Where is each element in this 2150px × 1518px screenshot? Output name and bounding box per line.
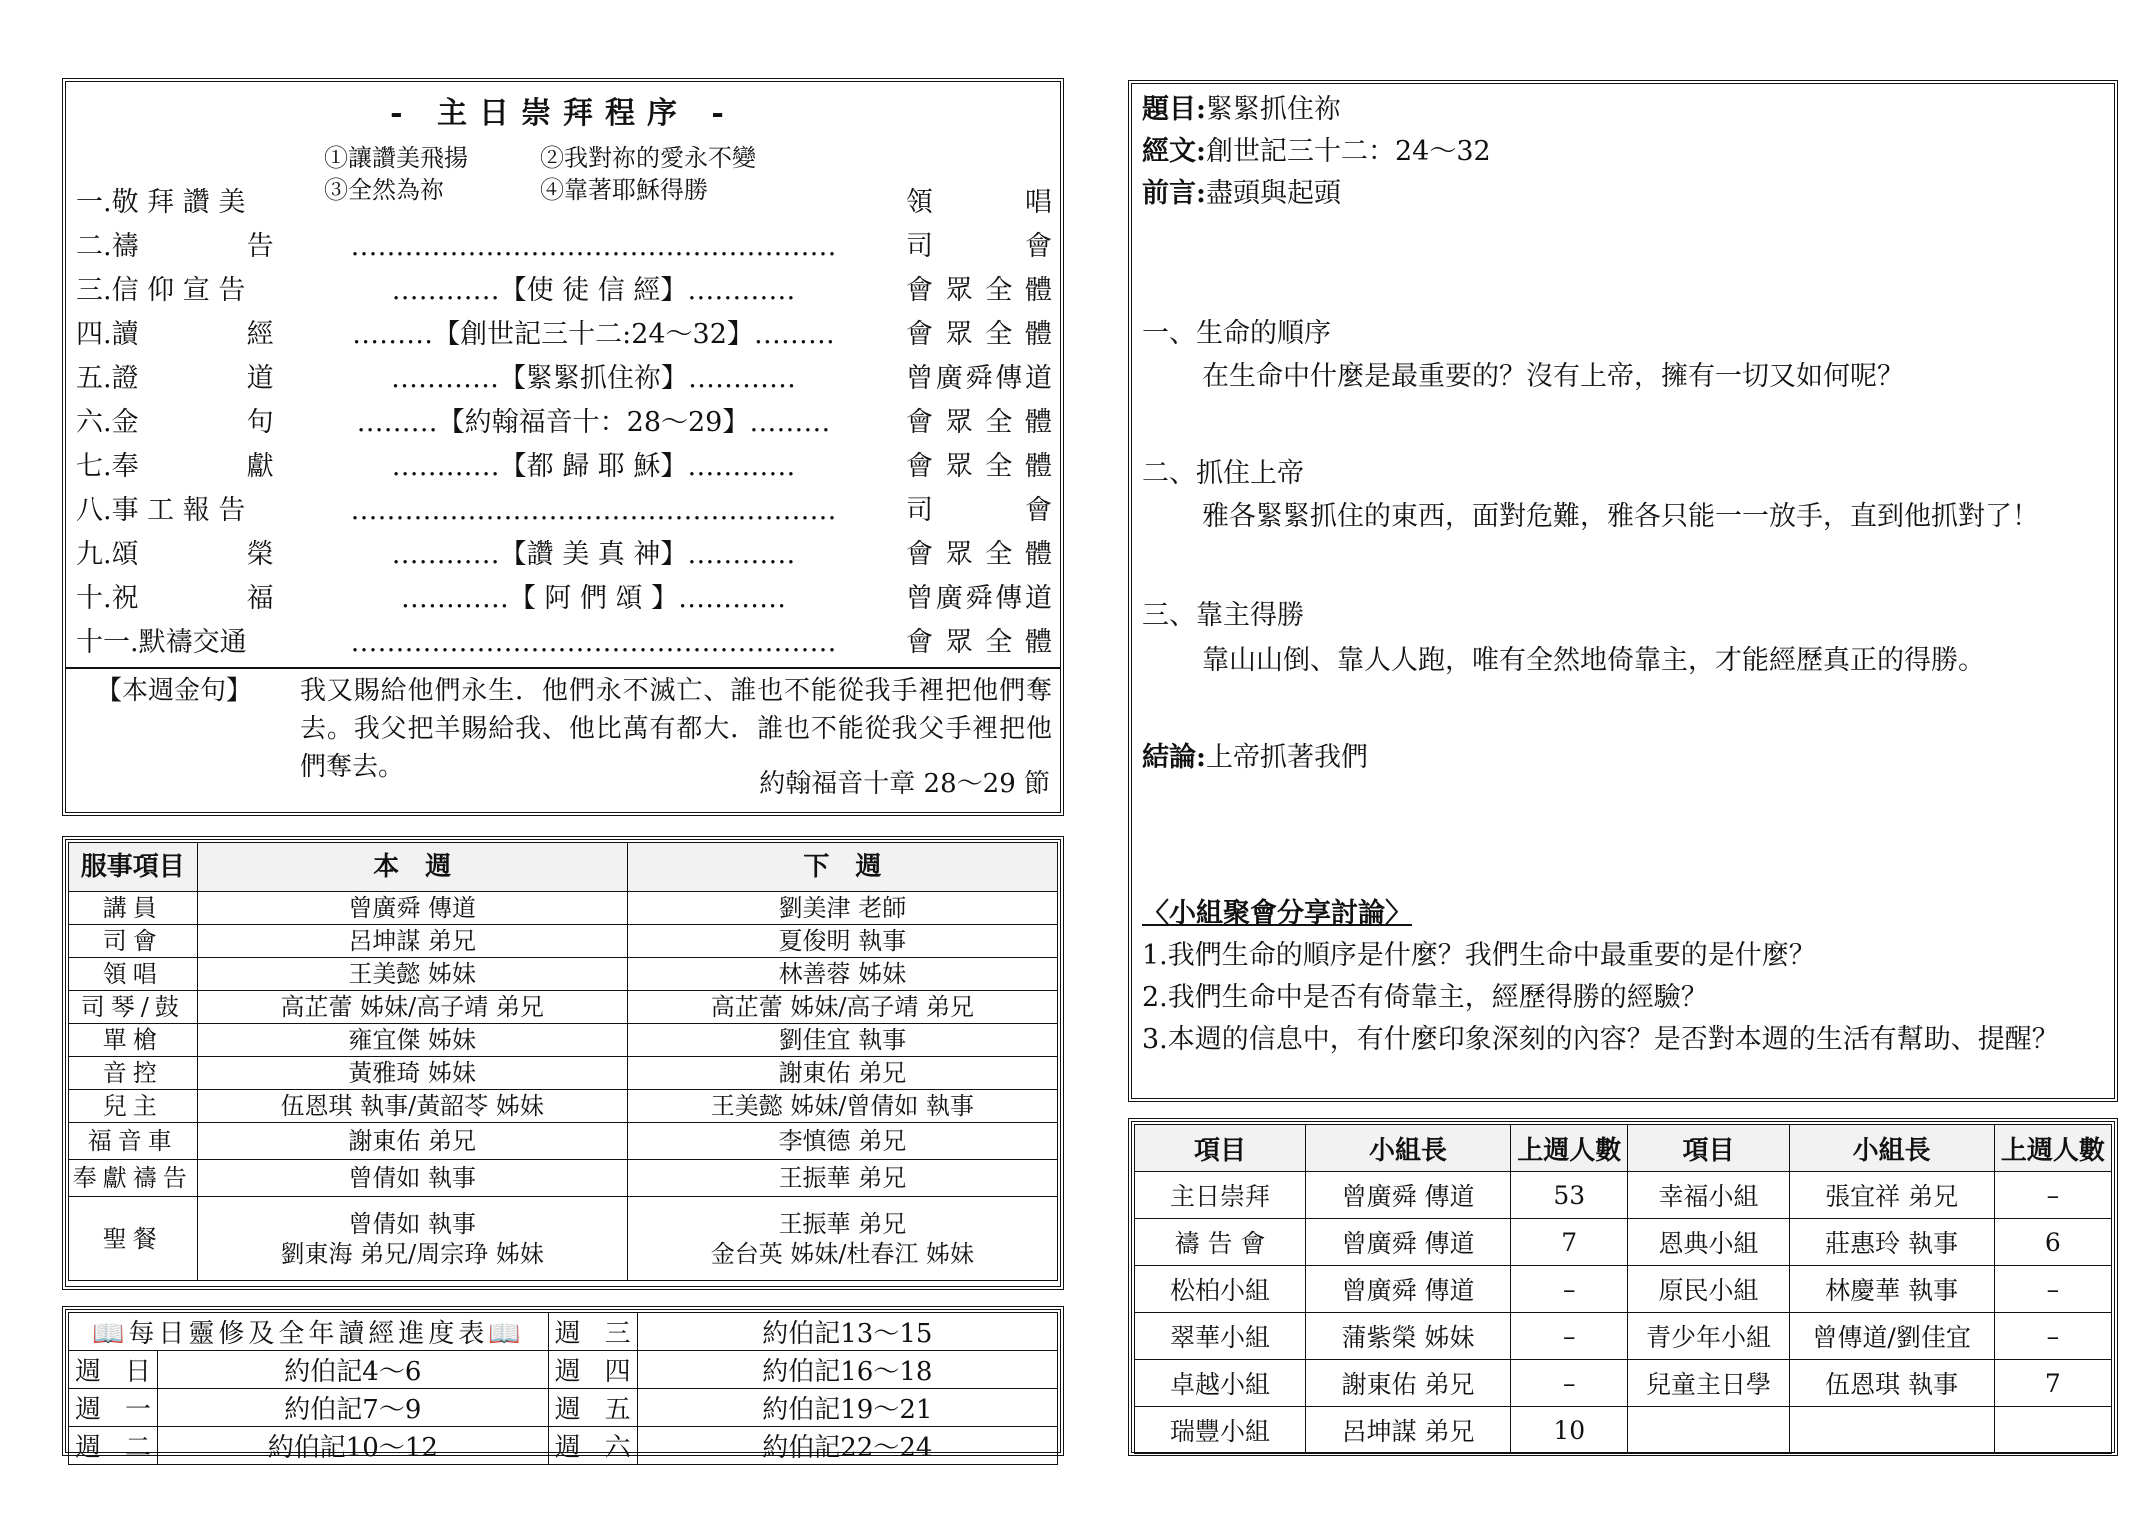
group-count: – xyxy=(1994,1172,2111,1219)
group-name: 松柏小組 xyxy=(1135,1266,1306,1313)
duty-header-this-week: 本 週 xyxy=(197,843,627,892)
reading-row xyxy=(69,1427,1058,1465)
worship-item-name: 十.祝 福 xyxy=(76,583,274,614)
reading-passage: 約伯記22～24 xyxy=(637,1427,1057,1465)
group-count: 53 xyxy=(1511,1172,1628,1219)
point-3-text: 靠山山倒、靠人人跑，唯有全然地倚靠主，才能經歷真正的得勝。 xyxy=(1202,645,1985,676)
question-2: 2.我們生命中是否有倚靠主，經歷得勝的經驗？ xyxy=(1142,982,1708,1013)
group-count: – xyxy=(1994,1313,2111,1360)
scripture-label: 經文: xyxy=(1142,136,1206,167)
reading-day: 週六 xyxy=(548,1427,637,1465)
group-count xyxy=(1994,1407,2111,1454)
duty-this-week: 黃雅琦 姊妹 xyxy=(197,1057,627,1090)
group-count: 7 xyxy=(1511,1219,1628,1266)
duty-item: 單槍 xyxy=(69,1024,198,1057)
duty-header-item: 服事項目 xyxy=(69,843,198,892)
worship-item-content: ……………………………………………… xyxy=(350,231,837,262)
small-groups-panel xyxy=(1128,1118,2118,1456)
group-leader: 曾廣舜 傳道 xyxy=(1305,1219,1510,1266)
worship-item-content: ……………………………………………… xyxy=(350,495,837,526)
reading-title-cell xyxy=(69,1313,549,1351)
group-name: 瑞豐小組 xyxy=(1135,1407,1306,1454)
worship-item xyxy=(76,182,1052,224)
duty-communion-name: 王振華 弟兄 xyxy=(778,1209,907,1238)
duty-this-week: 雍宜傑 姊妹 xyxy=(197,1024,627,1057)
intro-text: 盡頭與起頭 xyxy=(1205,178,1341,209)
worship-item xyxy=(76,534,1052,576)
group-name: 青少年小組 xyxy=(1628,1313,1789,1360)
duty-header-row xyxy=(69,843,1058,892)
worship-item xyxy=(76,226,1052,268)
duty-communion-this-week xyxy=(197,1197,627,1281)
worship-item-person: 會眾全體 xyxy=(906,627,1052,658)
song-4: ④靠著耶穌得勝 xyxy=(540,176,708,204)
song-3: ③全然為祢 xyxy=(324,176,444,204)
worship-item xyxy=(76,622,1052,664)
group-row xyxy=(1135,1313,2112,1360)
duty-item: 福音車 xyxy=(69,1123,198,1160)
groups-header-item: 項目 xyxy=(1135,1125,1306,1172)
worship-item-name: 四.讀 經 xyxy=(76,319,274,350)
worship-item-content: …………【都 歸 耶 穌】………… xyxy=(391,451,796,482)
duty-next-week: 王美懿 姊妹/曾倩如 執事 xyxy=(627,1090,1057,1123)
worship-item-content: …………【 阿 們 頌 】………… xyxy=(400,583,787,614)
worship-item-person: 會眾全體 xyxy=(906,407,1052,438)
worship-item-name: 三.信 仰 宣 告 xyxy=(76,275,246,306)
group-name: 主日崇拜 xyxy=(1135,1172,1306,1219)
duty-this-week: 王美懿 姊妹 xyxy=(197,958,627,991)
question-1: 1.我們生命的順序是什麼？我們生命中最重要的是什麼？ xyxy=(1142,940,1816,971)
point-1-heading: 一、生命的順序 xyxy=(1142,318,1331,349)
worship-item-name: 五.證 道 xyxy=(76,363,274,394)
reading-title: 每日靈修及全年讀經進度表 xyxy=(128,1319,489,1349)
point-1-text: 在生命中什麼是最重要的？沒有上帝，擁有一切又如何呢？ xyxy=(1202,361,1904,392)
reading-table xyxy=(68,1312,1058,1465)
groups-header-leader: 小組長 xyxy=(1305,1125,1510,1172)
duty-header-next-week: 下 週 xyxy=(627,843,1057,892)
groups-header-count-2: 上週人數 xyxy=(1994,1125,2111,1172)
verse-reference: 約翰福音十章 28～29 節 xyxy=(759,769,1050,799)
duty-item: 音控 xyxy=(69,1057,198,1090)
worship-item-person: 會眾全體 xyxy=(906,539,1052,570)
group-leader xyxy=(1789,1407,1994,1454)
group-leader: 莊惠玲 執事 xyxy=(1789,1219,1994,1266)
duty-this-week: 伍恩琪 執事/黃韶苓 姊妹 xyxy=(197,1090,627,1123)
reading-passage: 約伯記7～9 xyxy=(158,1389,549,1427)
group-leader: 曾傳道/劉佳宜 xyxy=(1789,1313,1994,1360)
worship-item xyxy=(76,578,1052,620)
open-book-icon: 📖 xyxy=(91,1319,129,1349)
duty-this-week: 謝東佑 弟兄 xyxy=(197,1123,627,1160)
worship-order-panel xyxy=(62,78,1064,816)
group-leader: 曾廣舜 傳道 xyxy=(1305,1172,1510,1219)
worship-item-content: ………【創世記三十二:24～32】……… xyxy=(352,319,835,350)
group-row xyxy=(1135,1407,2112,1454)
duty-row xyxy=(69,1090,1058,1123)
group-count: – xyxy=(1994,1266,2111,1313)
sermon-conclusion xyxy=(1142,738,2102,778)
duty-item: 奉獻禱告 xyxy=(69,1160,198,1197)
reading-day: 週四 xyxy=(548,1351,637,1389)
reading-passage: 約伯記16～18 xyxy=(637,1351,1057,1389)
duty-next-week: 劉美津 老師 xyxy=(627,892,1057,925)
duty-this-week: 曾倩如 執事 xyxy=(197,1160,627,1197)
worship-item-content: …………【緊緊抓住祢】………… xyxy=(391,363,796,394)
reading-passage: 約伯記10～12 xyxy=(158,1427,549,1465)
worship-item-name: 七.奉 獻 xyxy=(76,451,274,482)
group-count: – xyxy=(1511,1266,1628,1313)
discussion-title: 〈小組聚會分享討論〉 xyxy=(1142,898,1412,929)
group-row xyxy=(1135,1266,2112,1313)
reading-row xyxy=(69,1389,1058,1427)
group-leader: 謝東佑 弟兄 xyxy=(1305,1360,1510,1407)
group-count: 7 xyxy=(1994,1360,2111,1407)
duty-next-week: 高芷蕾 姊妹/高子靖 弟兄 xyxy=(627,991,1057,1024)
group-name: 兒童主日學 xyxy=(1628,1360,1789,1407)
duty-table xyxy=(68,842,1058,1281)
group-count: – xyxy=(1511,1313,1628,1360)
verse-label: 【本週金句】 xyxy=(96,676,253,706)
worship-item-name: 八.事 工 報 告 xyxy=(76,495,246,526)
duty-communion-next-week xyxy=(627,1197,1057,1281)
duty-communion-name: 金台英 姊妹/杜春江 姊妹 xyxy=(710,1239,975,1268)
reading-plan-panel xyxy=(62,1306,1064,1463)
worship-item-person: 曾廣舜傳道 xyxy=(906,363,1052,394)
worship-item-name: 十一.默禱交通 xyxy=(76,627,247,658)
duty-next-week: 林善蓉 姊妹 xyxy=(627,958,1057,991)
worship-item-person: 司會 xyxy=(906,495,1052,526)
question-3: 3.本週的信息中，有什麼印象深刻的內容？是否對本週的生活有幫助、提醒？ xyxy=(1142,1024,2059,1055)
reading-day: 週二 xyxy=(69,1427,158,1465)
divider xyxy=(66,667,1060,669)
duty-item: 講員 xyxy=(69,892,198,925)
worship-item-name: 六.金 句 xyxy=(76,407,274,438)
duty-item: 領唱 xyxy=(69,958,198,991)
duty-next-week: 李慎德 弟兄 xyxy=(627,1123,1057,1160)
reading-row xyxy=(69,1351,1058,1389)
duty-row xyxy=(69,991,1058,1024)
worship-item-name: 九.頌 榮 xyxy=(76,539,274,570)
reading-passage: 約伯記13～15 xyxy=(637,1313,1057,1351)
worship-item-person: 曾廣舜傳道 xyxy=(906,583,1052,614)
groups-header-row xyxy=(1135,1125,2112,1172)
worship-item xyxy=(76,314,1052,356)
song-1: ①讓讚美飛揚 xyxy=(324,144,468,172)
topic-text: 緊緊抓住祢 xyxy=(1205,94,1341,125)
duty-row xyxy=(69,958,1058,991)
duty-this-week: 曾廣舜 傳道 xyxy=(197,892,627,925)
duty-row-communion xyxy=(69,1197,1058,1281)
point-3-heading: 三、靠主得勝 xyxy=(1142,600,1304,631)
sermon-scripture xyxy=(1142,132,2102,172)
group-name: 卓越小組 xyxy=(1135,1360,1306,1407)
duty-row xyxy=(69,1024,1058,1057)
group-leader: 張宜祥 弟兄 xyxy=(1789,1172,1994,1219)
duty-roster-panel xyxy=(62,836,1064,1290)
duty-row xyxy=(69,1057,1058,1090)
group-name: 恩典小組 xyxy=(1628,1219,1789,1266)
worship-title: - 主日崇拜程序 - xyxy=(390,96,736,131)
duty-next-week: 謝東佑 弟兄 xyxy=(627,1057,1057,1090)
duty-item: 兒主 xyxy=(69,1090,198,1123)
worship-item xyxy=(76,490,1052,532)
reading-day: 週五 xyxy=(548,1389,637,1427)
group-leader: 伍恩琪 執事 xyxy=(1789,1360,1994,1407)
worship-item-name: 二.禱 告 xyxy=(76,231,274,262)
group-leader: 林慶華 執事 xyxy=(1789,1266,1994,1313)
worship-item-person: 會眾全體 xyxy=(906,275,1052,306)
group-leader: 蒲紫榮 姊妹 xyxy=(1305,1313,1510,1360)
duty-next-week: 王振華 弟兄 xyxy=(627,1160,1057,1197)
intro-label: 前言: xyxy=(1142,178,1206,209)
group-name xyxy=(1628,1407,1789,1454)
worship-item-content: ………【約翰福音十：28～29】……… xyxy=(356,407,831,438)
groups-header-item-2: 項目 xyxy=(1628,1125,1789,1172)
worship-item xyxy=(76,358,1052,400)
worship-item-person: 領唱 xyxy=(906,187,1052,218)
group-name: 幸福小組 xyxy=(1628,1172,1789,1219)
group-row xyxy=(1135,1219,2112,1266)
group-leader: 曾廣舜 傳道 xyxy=(1305,1266,1510,1313)
groups-header-count: 上週人數 xyxy=(1511,1125,1628,1172)
worship-item-person: 會眾全體 xyxy=(906,451,1052,482)
group-leader: 呂坤謀 弟兄 xyxy=(1305,1407,1510,1454)
verse-text: 我又賜給他們永生．他們永不滅亡、誰也不能從我手裡把他們奪去。我父把羊賜給我、他比萬有都大．誰也不能從我父手裡把他們奪去。 xyxy=(300,676,1052,782)
reading-day: 週三 xyxy=(548,1313,637,1351)
song-2: ②我對祢的愛永不變 xyxy=(540,144,756,172)
groups-table xyxy=(1134,1124,2112,1454)
open-book-icon: 📖 xyxy=(488,1319,525,1349)
group-name: 原民小組 xyxy=(1628,1266,1789,1313)
groups-header-leader-2: 小組長 xyxy=(1789,1125,1994,1172)
point-2-heading: 二、抓住上帝 xyxy=(1142,458,1304,489)
group-count: 6 xyxy=(1994,1219,2111,1266)
duty-this-week: 高芷蕾 姊妹/高子靖 弟兄 xyxy=(197,991,627,1024)
worship-item-person: 會眾全體 xyxy=(906,319,1052,350)
worship-item-content: …………【使 徒 信 經】………… xyxy=(391,275,796,306)
reading-passage: 約伯記4～6 xyxy=(158,1351,549,1389)
worship-item-content: …………【讚 美 真 神】………… xyxy=(391,539,796,570)
reading-row xyxy=(69,1313,1058,1351)
group-row xyxy=(1135,1360,2112,1407)
reading-day: 週一 xyxy=(69,1389,158,1427)
duty-item: 司琴/鼓 xyxy=(69,991,198,1024)
group-count: 10 xyxy=(1511,1407,1628,1454)
duty-item: 聖餐 xyxy=(69,1197,198,1281)
duty-row xyxy=(69,925,1058,958)
worship-item-content: ……………………………………………… xyxy=(350,627,837,658)
duty-row xyxy=(69,1123,1058,1160)
duty-next-week: 劉佳宜 執事 xyxy=(627,1024,1057,1057)
group-name: 禱 告 會 xyxy=(1135,1219,1306,1266)
group-name: 翠華小組 xyxy=(1135,1313,1306,1360)
worship-item xyxy=(76,270,1052,312)
duty-communion-name: 劉東海 弟兄/周宗琤 姊妹 xyxy=(280,1239,544,1268)
worship-item-name: 一.敬 拜 讚 美 xyxy=(76,187,246,218)
duty-this-week: 呂坤謀 弟兄 xyxy=(197,925,627,958)
scripture-text: 創世記三十二：24～32 xyxy=(1205,136,1491,167)
conclusion-text: 上帝抓著我們 xyxy=(1205,742,1368,773)
duty-row xyxy=(69,892,1058,925)
reading-day: 週日 xyxy=(69,1351,158,1389)
worship-item xyxy=(76,402,1052,444)
duty-communion-name: 曾倩如 執事 xyxy=(348,1209,476,1238)
conclusion-label: 結論: xyxy=(1142,742,1206,773)
duty-item: 司會 xyxy=(69,925,198,958)
duty-next-week: 夏俊明 執事 xyxy=(627,925,1057,958)
point-2-text: 雅各緊緊抓住的東西，面對危難，雅各只能一一放手，直到他抓對了！ xyxy=(1202,501,2039,532)
sermon-topic xyxy=(1142,90,2102,130)
worship-item xyxy=(76,446,1052,488)
duty-row xyxy=(69,1160,1058,1197)
group-row xyxy=(1135,1172,2112,1219)
sermon-notes-panel xyxy=(1128,80,2118,1102)
sermon-intro xyxy=(1142,174,2102,214)
topic-label: 題目: xyxy=(1142,94,1206,125)
reading-passage: 約伯記19～21 xyxy=(637,1389,1057,1427)
group-count: – xyxy=(1511,1360,1628,1407)
worship-item-person: 司會 xyxy=(906,231,1052,262)
